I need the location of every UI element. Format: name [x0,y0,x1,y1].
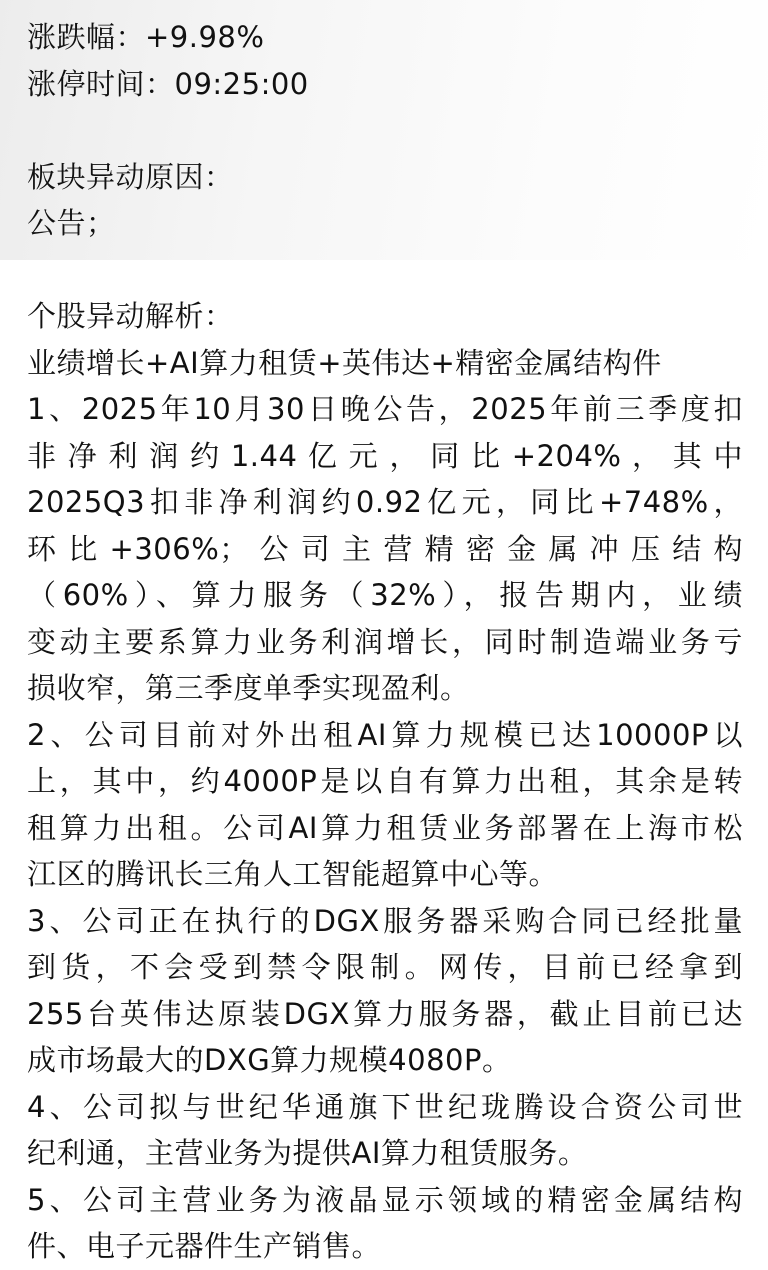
analysis-line: 江区的腾讯长三角人工智能超算中心等。 [27,857,559,891]
analysis-tags: 业绩增长+AI算力租赁+英伟达+精密金属结构件 [27,345,662,380]
analysis-line: 上，其中，约4000P是以自有算力出租，其余是转 [27,764,743,798]
analysis-line: 1、2025年10月30日晚公告，2025年前三季度扣 [27,392,743,426]
analysis-line: 4、公司拟与世纪华通旗下世纪珑腾设合资公司世 [27,1089,743,1124]
spacer [27,247,743,294]
analysis-line: 255台英伟达原装DGX算力服务器，截止目前已达 [27,996,743,1031]
analysis-line: 成市场最大的DXG算力规模4080P。 [27,1043,512,1077]
analysis-line: （60%）、算力服务（32%），报告期内，业绩 [27,578,743,612]
analysis-line: 2、公司目前对外出租AI算力规模已达10000P以 [27,717,743,752]
analysis-line: 变动主要系算力业务利润增长，同时制造端业务亏 [27,624,743,659]
limit-up-time-line: 涨停时间：09:25:00 [27,66,309,101]
document-body [27,14,743,1270]
analysis-line: 租算力出租。公司AI算力租赁业务部署在上海市松 [27,810,743,845]
analysis-line: 环 比 +306%； 公 司 主 营 精 密 金 属 冲 压 结 构 [27,531,743,566]
spacer [27,107,743,154]
change-percent-line: 涨跌幅：+9.98% [27,20,265,54]
analysis-line: 件、电子元器件生产销售。 [27,1229,382,1263]
analysis-title: 个股异动解析： [27,299,234,333]
sector-reason-text: 公告； [27,206,116,240]
analysis-line: 到货，不会受到禁令限制。网传，目前已经拿到 [27,950,743,984]
analysis-line: 2025Q3扣非净利润约0.92亿元，同比+748%， [27,485,743,519]
analysis-line: 非 净 利 润 约 1.44 亿 元 ， 同 比 +204% ， 其 中 [27,438,743,473]
analysis-line: 纪利通，主营业务为提供AI算力租赁服务。 [27,1136,588,1170]
analysis-line: 5、公司主营业务为液晶显示领域的精密金属结构 [27,1182,743,1217]
sector-reason-title: 板块异动原因： [27,159,234,194]
analysis-line: 3、公司正在执行的DGX服务器采购合同已经批量 [27,903,743,938]
analysis-line: 损收窄，第三季度单季实现盈利。 [27,671,470,705]
